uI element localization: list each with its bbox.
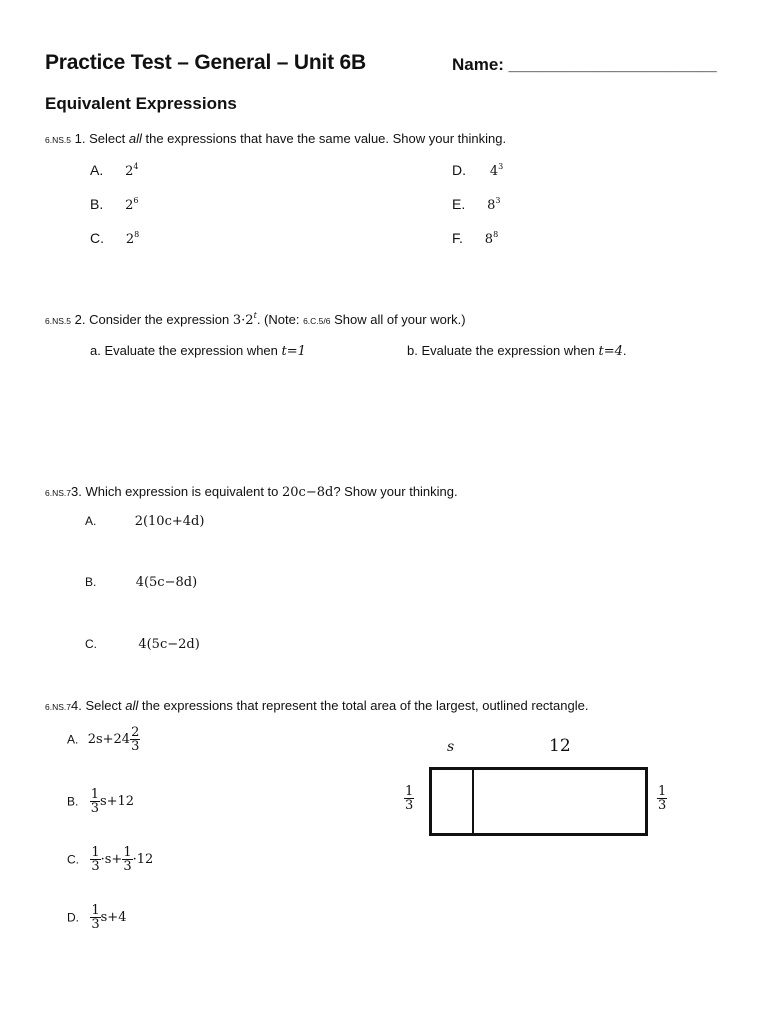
diagram-left-fraction: $\frac{1}{3}$ [405, 784, 414, 813]
question-4-prompt: 6.NS.74. Select all the expressions that represent the total area of the largest, outlined rectangle. [45, 698, 589, 713]
fraction: $\frac{1}{3}$ [123, 845, 132, 874]
question-2-prompt: 6.NS.5 2. Consider the expression $3\cdot 2^t$. (Note: 6.C.5/6 Show all of your work.) [45, 311, 466, 328]
q4-option-c: C. $\frac{1}{3}$ ·s+ $\frac{1}{3}$ ·12 [67, 845, 154, 874]
diagram-label-s: s [447, 739, 455, 755]
q1-option-c-expr: $2^8$ [125, 230, 140, 247]
q3-option-c-expr: 4(5c−2d) [138, 637, 200, 652]
standard-code: 6.NS.5 [45, 135, 71, 145]
question-1-prompt: 6.NS.5 1. Select all the expressions that have the same value. Show your thinking. [45, 131, 507, 146]
standard-code: 6.NS.7 [45, 702, 71, 712]
fraction: $\frac{1}{3}$ [91, 903, 100, 932]
fraction: $\frac{1}{3}$ [91, 845, 100, 874]
section-heading: Equivalent Expressions [45, 94, 237, 113]
q3-option-c: C. 4(5c−2d) [85, 637, 200, 652]
q1-option-a-expr: $2^4$ [125, 162, 139, 179]
q1-option-b-expr: $2^6$ [125, 196, 139, 213]
q1-option-f: F. $8^8$ [452, 230, 499, 247]
name-field-label: Name: ______________________ [452, 55, 717, 74]
diagram-right-fraction: $\frac{1}{3}$ [658, 784, 667, 813]
standard-code: 6.NS.7 [45, 488, 71, 498]
q3-option-b-expr: 4(5c−8d) [135, 575, 198, 590]
q1-option-f-expr: $8^8$ [484, 230, 499, 247]
q1-option-a: A. $2^4$ [90, 162, 139, 179]
q3-option-b: B. 4(5c−8d) [85, 575, 198, 590]
q4-option-a: A. 2s+24 $\frac{2}{3}$ [67, 725, 140, 754]
q1-option-d-expr: $4^3$ [489, 162, 504, 179]
q3-option-a: A. 2(10c+4d) [85, 514, 205, 529]
diagram-label-12: 12 [549, 736, 571, 756]
outlined-rectangle [429, 767, 648, 836]
q1-option-b: B. $2^6$ [90, 196, 139, 213]
rectangle-divider [472, 769, 474, 834]
page-title: Practice Test – General – Unit 6B [45, 51, 366, 74]
fraction: $\frac{1}{3}$ [90, 787, 99, 816]
q2-expression: $3\cdot 2^t$ [232, 311, 257, 328]
q3-option-a-expr: 2(10c+4d) [134, 514, 205, 529]
question-3-prompt: 6.NS.73. Which expression is equivalent to 20c−8d? Show your thinking. [45, 484, 458, 500]
q2-part-a: a. Evaluate the expression when t=1 [90, 343, 306, 359]
q1-option-c: C. $2^8$ [90, 230, 140, 247]
standard-code: 6.NS.5 [45, 316, 71, 326]
note-standard-code: 6.C.5/6 [303, 316, 331, 326]
q1-option-e: E. $8^3$ [452, 196, 501, 213]
q2-part-b: b. Evaluate the expression when t=4. [407, 343, 627, 359]
q4-option-b: B. $\frac{1}{3}$ s+12 [67, 787, 135, 816]
q1-option-d: D. $4^3$ [452, 162, 504, 179]
q3-expression: 20c−8d [282, 485, 334, 500]
q4-option-d: D. $\frac{1}{3}$ s+4 [67, 903, 127, 932]
fraction: $\frac{2}{3}$ [131, 725, 140, 754]
q1-option-e-expr: $8^3$ [487, 196, 501, 213]
